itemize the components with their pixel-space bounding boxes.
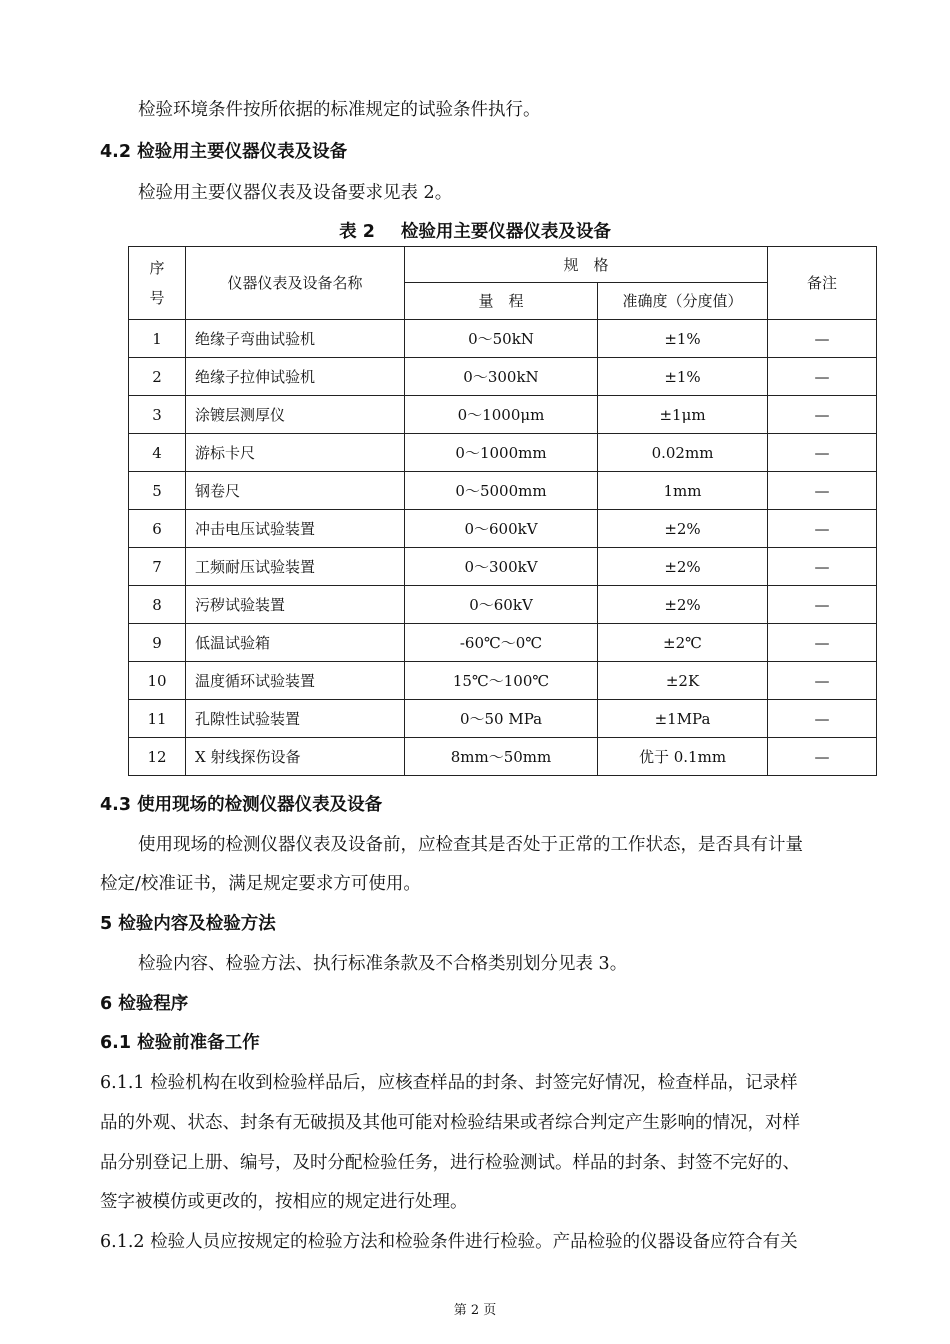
header-seq [129,247,186,320]
cell-accuracy: ±1μm [598,396,768,434]
cell-name: X 射线探伤设备 [186,738,405,776]
cell-accuracy: ±2% [598,548,768,586]
section-4-2-text: 检验用主要仪器仪表及设备要求见表 2。 [138,183,453,203]
header-range: 量 程 [405,283,598,320]
cell-remark: — [768,548,877,586]
cell-remark: — [768,700,877,738]
cell-name: 游标卡尺 [186,434,405,472]
header-remark: 备注 [768,247,877,320]
cell-remark: — [768,396,877,434]
cell-no: 10 [129,662,186,700]
cell-range: 0～300kV [405,548,598,586]
cell-accuracy: 0.02mm [598,434,768,472]
para-6-1-2-line1: 6.1.2 检验人员应按规定的检验方法和检验条件进行检验。产品检验的仪器设备应符合有关 [100,1232,798,1252]
cell-accuracy: 优于 0.1mm [598,738,768,776]
cell-no: 4 [129,434,186,472]
cell-accuracy: ±1% [598,358,768,396]
header-seq-line2: 号 [149,289,165,307]
header-seq-line1: 序 [149,259,165,277]
table-2-caption-number: 表 2 [339,222,375,242]
section-5-heading: 5 检验内容及检验方法 [100,914,276,934]
cell-name: 绝缘子弯曲试验机 [186,320,405,358]
cell-no: 12 [129,738,186,776]
cell-remark: — [768,586,877,624]
header-accuracy: 准确度（分度值） [598,283,768,320]
cell-range: 8mm～50mm [405,738,598,776]
intro-line: 检验环境条件按所依据的标准规定的试验条件执行。 [138,100,541,120]
cell-accuracy: ±1MPa [598,700,768,738]
table-row [129,510,877,548]
cell-no: 5 [129,472,186,510]
cell-no: 9 [129,624,186,662]
section-6-heading: 6 检验程序 [100,994,189,1014]
table-row [129,548,877,586]
cell-accuracy: ±2K [598,662,768,700]
cell-remark: — [768,434,877,472]
cell-accuracy: 1mm [598,472,768,510]
cell-name: 涂镀层测厚仪 [186,396,405,434]
cell-range: 0～60kV [405,586,598,624]
para-6-1-1-line4: 签字被模仿或更改的，按相应的规定进行处理。 [100,1192,468,1212]
table-row [129,586,877,624]
cell-no: 6 [129,510,186,548]
cell-remark: — [768,738,877,776]
cell-remark: — [768,662,877,700]
cell-name: 污秽试验装置 [186,586,405,624]
cell-range: 0～1000mm [405,434,598,472]
page-number: 第 2 页 [453,1303,497,1318]
table-row [129,662,877,700]
section-4-2-heading: 4.2 检验用主要仪器仪表及设备 [100,142,348,162]
cell-remark: — [768,472,877,510]
cell-no: 3 [129,396,186,434]
cell-accuracy: ±2℃ [598,624,768,662]
cell-range: 0～300kN [405,358,598,396]
header-name: 仪器仪表及设备名称 [186,247,405,320]
section-5-text: 检验内容、检验方法、执行标准条款及不合格类别划分见表 3。 [138,954,628,974]
cell-range: 0～50 MPa [405,700,598,738]
cell-name: 钢卷尺 [186,472,405,510]
cell-accuracy: ±1% [598,320,768,358]
cell-no: 1 [129,320,186,358]
cell-range: 0～1000μm [405,396,598,434]
para-6-1-1-line2: 品的外观、状态、封条有无破损及其他可能对检验结果或者综合判定产生影响的情况，对样 [100,1113,800,1133]
table-2-caption [0,220,950,244]
cell-remark: — [768,510,877,548]
table-row [129,434,877,472]
table-2-caption-title: 检验用主要仪器仪表及设备 [400,222,611,242]
section-4-3-line2: 检定/校准证书，满足规定要求方可使用。 [100,874,421,894]
cell-remark: — [768,320,877,358]
cell-range: 15℃～100℃ [405,662,598,700]
table-row [129,396,877,434]
cell-no: 8 [129,586,186,624]
table-row [129,700,877,738]
cell-remark: — [768,624,877,662]
cell-range: 0～50kN [405,320,598,358]
table-row [129,358,877,396]
section-4-3-line1: 使用现场的检测仪器仪表及设备前，应检查其是否处于正常的工作状态，是否具有计量 [138,835,803,855]
cell-accuracy: ±2% [598,510,768,548]
section-4-3-heading: 4.3 使用现场的检测仪器仪表及设备 [100,795,383,815]
section-6-1-heading: 6.1 检验前准备工作 [100,1033,260,1053]
header-spec: 规 格 [405,247,768,283]
cell-accuracy: ±2% [598,586,768,624]
cell-no: 2 [129,358,186,396]
para-6-1-1-line3: 品分别登记上册、编号，及时分配检验任务，进行检验测试。样品的封条、封签不完好的、 [100,1153,800,1173]
equipment-table [128,246,877,776]
cell-range: 0～5000mm [405,472,598,510]
table-row [129,624,877,662]
cell-range: 0～600kV [405,510,598,548]
cell-name: 冲击电压试验装置 [186,510,405,548]
cell-name: 温度循环试验装置 [186,662,405,700]
cell-name: 低温试验箱 [186,624,405,662]
table-row [129,472,877,510]
cell-no: 7 [129,548,186,586]
cell-name: 绝缘子拉伸试验机 [186,358,405,396]
cell-remark: — [768,358,877,396]
cell-range: -60℃～0℃ [405,624,598,662]
table-row [129,320,877,358]
para-6-1-1-line1: 6.1.1 检验机构在收到检验样品后，应核查样品的封条、封签完好情况，检查样品，记录样 [100,1073,798,1093]
cell-name: 工频耐压试验装置 [186,548,405,586]
table-row [129,738,877,776]
cell-name: 孔隙性试验装置 [186,700,405,738]
cell-no: 11 [129,700,186,738]
